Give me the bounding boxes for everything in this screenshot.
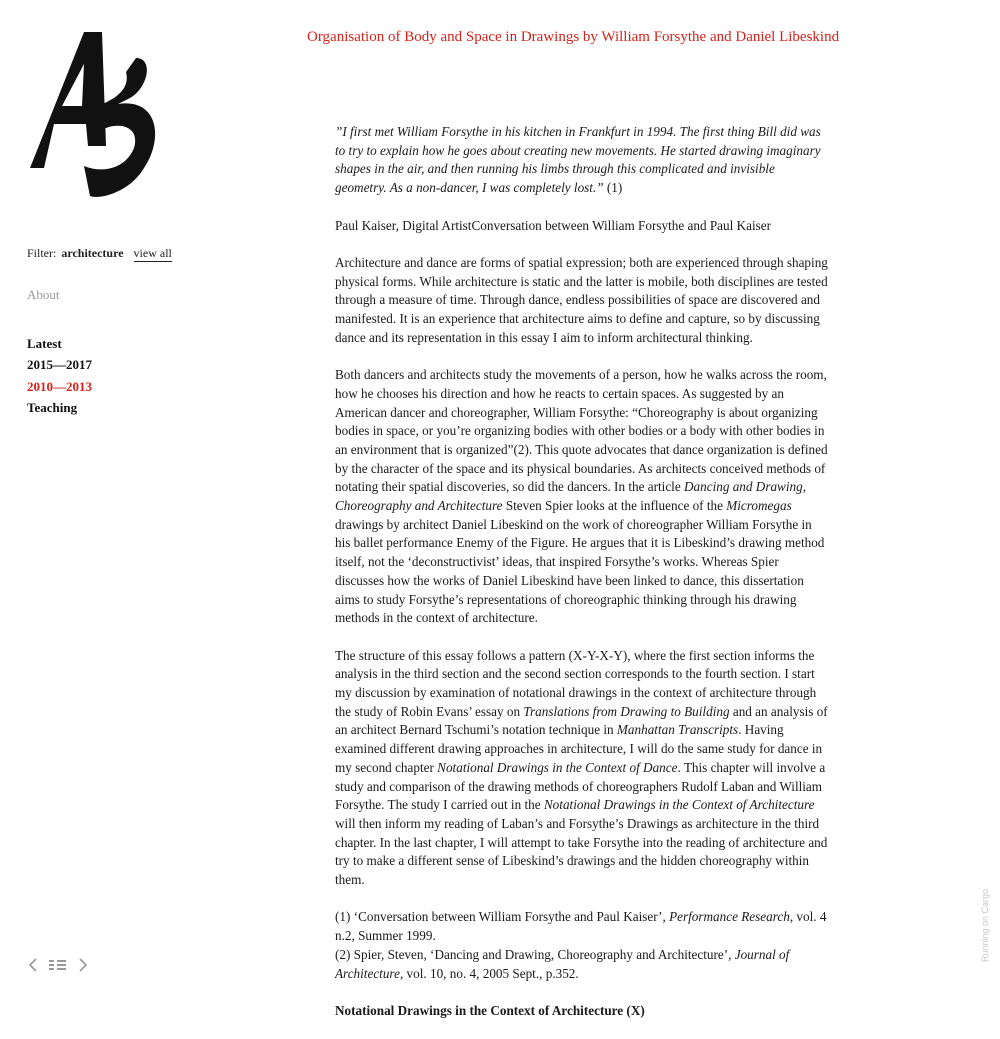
paragraph-2-text-c: drawings by architect Daniel Libeskind on the work of choreographer William Forsythe in his ballet performance Enemy of the Figure. He argues that it is Libeskind’s drawing method itself, not the ‘deconstructivist’ ideas, that inspired Forsythe’s works. Whereas Spier discusses how the works of Daniel Libeskind have been linked to dance, this dissertation aims to study Forsythe’s representations of choreographic thinking through his drawing methods in the context of architecture. bbox=[335, 516, 825, 626]
nav-item-teaching[interactable]: Teaching bbox=[27, 399, 78, 415]
logo-mark bbox=[26, 28, 166, 200]
footnote-2-italic: Journal of Architecture bbox=[335, 946, 790, 981]
paragraph-3-italic-4: Notational Drawings in the Context of Architecture bbox=[543, 797, 815, 813]
paragraph-3-text-e: will then inform my reading of Laban’s and Forsythe’s Drawings as architecture in the third chapter. In the last chapter, I will attempt to take Forsythe into the reading of architecture and try to make a different sense of Libeskind’s drawings and the hidden choreography within them. bbox=[335, 815, 828, 888]
section-heading: Notational Drawings in the Context of Architecture (X) bbox=[335, 1002, 645, 1018]
filter-label: Filter: bbox=[27, 246, 57, 260]
nav-item-2015-2017[interactable]: 2015—2017 bbox=[27, 357, 92, 373]
paragraph-3-text-b: and an analysis of an architect Bernard Tschumi’s notation technique in bbox=[335, 703, 828, 738]
footnote-2-text-b: , vol. 10, no. 4, 2005 Sept., p.352. bbox=[399, 965, 579, 981]
footnote-2 bbox=[335, 946, 828, 983]
sidebar-nav bbox=[27, 333, 92, 418]
filter-bar bbox=[27, 246, 172, 261]
paragraph-3-italic-1: Translations from Drawing to Building bbox=[523, 703, 730, 719]
page-title: Organisation of Body and Space in Drawings by William Forsythe and Daniel Libeskind bbox=[307, 29, 840, 45]
nav-item-2010-2013[interactable]: 2010—2013 bbox=[27, 378, 92, 394]
paragraph-3-text-c: . Having examined different drawing approaches in architecture, I will do the same study for dance in my second chapter bbox=[335, 722, 823, 775]
opening-quote bbox=[335, 123, 828, 198]
site-logo[interactable] bbox=[26, 28, 166, 200]
footnote-1 bbox=[335, 908, 828, 945]
paragraph-2-italic-2: Micromegas bbox=[726, 498, 792, 514]
quote-attribution: Paul Kaiser, Digital ArtistConversation between William Forsythe and Paul Kaiser bbox=[335, 217, 772, 233]
paragraph-1: Architecture and dance are forms of spatial expression; both are experienced through shaping physical forms. While architecture is static and the latter is mobile, both disciplines are tested through a measure of time. Through dance, endless possibilities of space are discovered and manifested. It is an experience that architecture aims to define and capture, so by discussing dance and its representation in this essay I aim to inform architectural thinking. bbox=[335, 254, 828, 345]
quote-text: ”I first met William Forsythe in his kitchen in Frankfurt in 1994. The first thing Bill did was to try to explain how he goes about creating new movements. He started drawing imaginary shapes in the air, and then running his limbs through this complicated and invisible geometry. As a non-dancer, I was completely lost.” bbox=[335, 124, 821, 196]
filter-tag[interactable]: architecture bbox=[61, 246, 124, 260]
project-pager bbox=[26, 957, 90, 978]
quote-ref: (1) bbox=[603, 180, 623, 196]
chevron-right-icon[interactable] bbox=[76, 957, 90, 978]
footnote-1-text-b: , vol. 4 n.2, Summer 1999. bbox=[335, 909, 827, 944]
footnote-1-text-a: (1) ‘Conversation between William Forsythe and Paul Kaiser’, bbox=[335, 909, 670, 925]
running-on-cargo-link[interactable]: Running on Cargo bbox=[980, 888, 990, 962]
grid-icon[interactable] bbox=[48, 957, 68, 978]
paragraph-3-text-a: The structure of this essay follows a pattern (X-Y-X-Y), where the first section informs the analysis in the third section and the second section corresponds to the fourth section. I start my discussion by examination of notational drawings in the context of architecture through the study of Robin Evans’ essay on bbox=[335, 647, 817, 719]
paragraph-2 bbox=[335, 366, 828, 628]
paragraph-3-italic-3: Notational Drawings in the Context of Dance bbox=[437, 759, 678, 775]
view-all-link[interactable]: view all bbox=[133, 246, 172, 260]
footnote-2-text-a: (2) Spier, Steven, ‘Dancing and Drawing, Choreography and Architecture’, bbox=[335, 946, 735, 962]
footnote-1-italic: Performance Research bbox=[669, 909, 790, 925]
paragraph-3-italic-2: Manhattan Transcripts bbox=[616, 722, 739, 738]
paragraph-2-italic-1: Dancing and Drawing, Choreography and Architecture bbox=[335, 479, 806, 514]
about-link[interactable]: About bbox=[27, 287, 60, 302]
nav-item-latest[interactable]: Latest bbox=[27, 336, 62, 351]
paragraph-2-text-b: Steven Spier looks at the influence of the bbox=[502, 498, 727, 514]
paragraph-3 bbox=[335, 647, 828, 890]
chevron-left-icon[interactable] bbox=[26, 957, 40, 978]
paragraph-2-text-a: Both dancers and architects study the movements of a person, how he walks across the room, how he chooses his direction and how he reacts to certain spaces. As suggested by an American dancer and choreographer, William Forsythe: “Choreography is about organizing bodies in space, or you’re organizing bodies with other bodies or a body with other bodies in an environment that is organized”(2). This quote advocates that dance organization is defined by the character of the space and its physical boundaries. As architects conceived methods of notating their spatial discoveries, so did the dancers. In the article bbox=[335, 367, 828, 495]
paragraph-3-text-d: . This chapter will involve a study and comparison of the drawing methods of choreographers Rudolf Laban and William Forsythe. The study I carried out in the bbox=[335, 759, 826, 813]
article-body bbox=[335, 123, 828, 1039]
